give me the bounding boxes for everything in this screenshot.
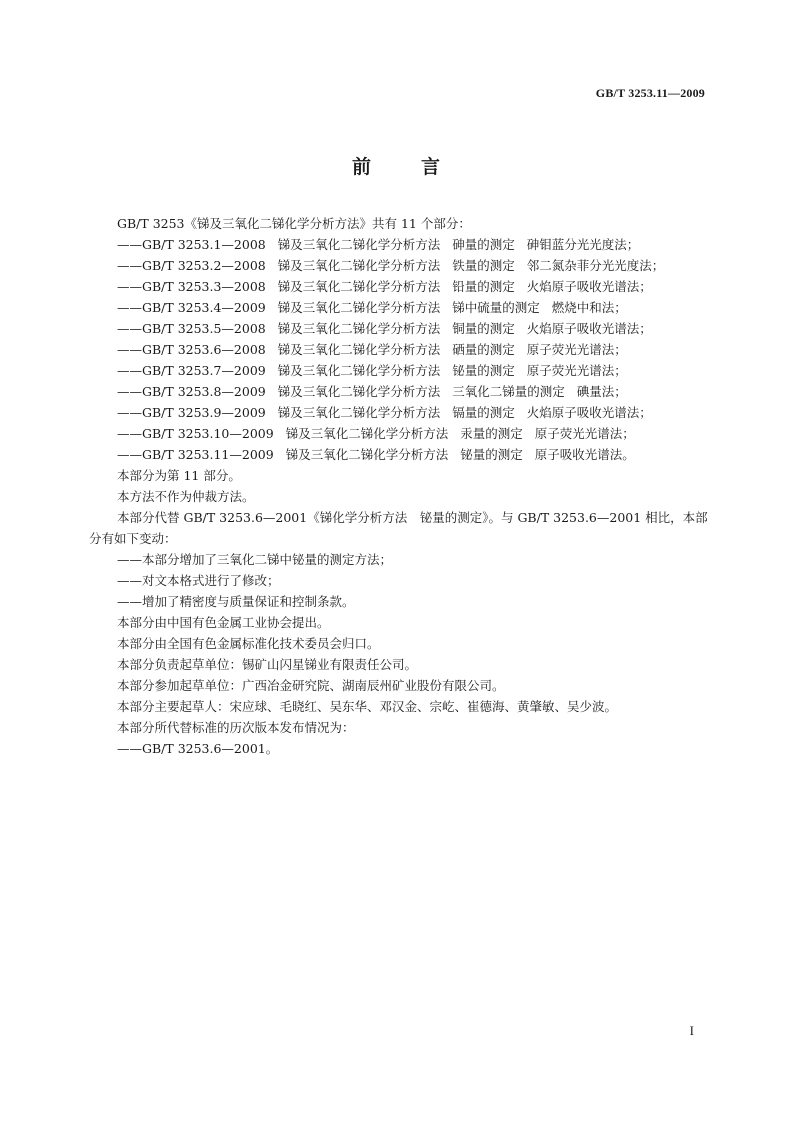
part-item	[89, 360, 709, 381]
part-method: 原子荧光光谱法；	[526, 363, 627, 378]
part-name: 锑及三氧化二锑化学分析方法	[277, 279, 441, 294]
part-code: ——GB/T 3253.3—2008	[117, 279, 266, 294]
proposed-by-paragraph: 本部分由中国有色金属工业协会提出。	[117, 615, 330, 630]
part-code: ——GB/T 3253.9—2009	[117, 405, 266, 420]
part-name: 锑及三氧化二锑化学分析方法	[277, 300, 441, 315]
part-code: ——GB/T 3253.11—2009	[117, 447, 274, 462]
part-item	[89, 255, 709, 276]
drafting-unit-paragraph: 本部分负责起草单位：锡矿山闪星锑业有限责任公司。	[117, 657, 418, 672]
replaces-paragraph: 本部分代替 GB/T 3253.6—2001《锑化学分析方法 铋量的测定》。与 GB/T 3253.6—2001 相比，本部分有如下变动：	[89, 510, 708, 546]
part-code: ——GB/T 3253.10—2009	[117, 426, 274, 441]
centralized-by-paragraph: 本部分由全国有色金属标准化技术委员会归口。	[117, 636, 380, 651]
part-item	[89, 297, 709, 318]
part-name: 锑及三氧化二锑化学分析方法	[285, 426, 449, 441]
part-code: ——GB/T 3253.2—2008	[117, 258, 266, 273]
change-item: ——增加了精密度与质量保证和控制条款。	[117, 594, 355, 609]
part-code: ——GB/T 3253.6—2008	[117, 342, 266, 357]
this-part-paragraph: 本部分为第 11 部分。	[117, 468, 241, 483]
part-code: ——GB/T 3253.5—2008	[117, 321, 266, 336]
part-item-name: 锑中硫量的测定	[452, 300, 540, 315]
part-code: ——GB/T 3253.1—2008	[117, 237, 266, 252]
part-code: ——GB/T 3253.4—2009	[117, 300, 266, 315]
part-method: 碘量法；	[576, 384, 627, 399]
title-char: 前	[351, 156, 373, 178]
part-item	[89, 339, 709, 360]
part-item-name: 三氧化二锑量的测定	[452, 384, 565, 399]
part-method: 原子吸收光谱法。	[534, 447, 635, 462]
part-method: 原子荧光光谱法；	[526, 342, 627, 357]
part-name: 锑及三氧化二锑化学分析方法	[277, 258, 441, 273]
change-item: ——对文本格式进行了修改；	[117, 573, 280, 588]
part-item-name: 硒量的测定	[452, 342, 515, 357]
part-item-name: 铁量的测定	[452, 258, 515, 273]
part-name: 锑及三氧化二锑化学分析方法	[277, 321, 441, 336]
foreword-body	[89, 213, 709, 759]
part-name: 锑及三氧化二锑化学分析方法	[277, 363, 441, 378]
parts-list	[89, 234, 709, 465]
part-method: 邻二氮杂菲分光光度法；	[526, 258, 665, 273]
part-name: 锑及三氧化二锑化学分析方法	[277, 342, 441, 357]
page-number: I	[689, 1023, 694, 1038]
part-item	[89, 381, 709, 402]
part-code: ——GB/T 3253.8—2009	[117, 384, 266, 399]
part-method: 燃烧中和法；	[551, 300, 627, 315]
part-item-name: 铋量的测定	[460, 447, 523, 462]
part-item-name: 铋量的测定	[452, 363, 515, 378]
part-item	[89, 318, 709, 339]
part-item-name: 铜量的测定	[452, 321, 515, 336]
part-name: 锑及三氧化二锑化学分析方法	[277, 405, 441, 420]
part-item-name: 汞量的测定	[460, 426, 523, 441]
part-item	[89, 423, 709, 444]
part-item	[89, 402, 709, 423]
change-item: ——本部分增加了三氧化二锑中铋量的测定方法；	[117, 552, 393, 567]
part-item	[89, 234, 709, 255]
part-name: 锑及三氧化二锑化学分析方法	[285, 447, 449, 462]
part-name: 锑及三氧化二锑化学分析方法	[277, 237, 441, 252]
part-item-name: 铅量的测定	[452, 279, 515, 294]
part-method: 砷钼蓝分光光度法；	[526, 237, 640, 252]
participating-units-paragraph: 本部分参加起草单位：广西冶金研究院、湖南辰州矿业股份有限公司。	[117, 678, 505, 693]
part-method: 火焰原子吸收光谱法；	[526, 405, 652, 420]
intro-paragraph: GB/T 3253《锑及三氧化二锑化学分析方法》共有 11 个部分：	[117, 216, 471, 231]
part-item-name: 镉量的测定	[452, 405, 515, 420]
standard-code: GB/T 3253.11—2009	[595, 86, 705, 100]
history-intro-paragraph: 本部分所代替标准的历次版本发布情况为：	[117, 720, 355, 735]
part-item-name: 砷量的测定	[452, 237, 515, 252]
part-item	[89, 276, 709, 297]
part-method: 火焰原子吸收光谱法；	[526, 279, 652, 294]
part-code: ——GB/T 3253.7—2009	[117, 363, 266, 378]
history-item: ——GB/T 3253.6—2001。	[117, 741, 279, 756]
part-method: 原子荧光光谱法；	[534, 426, 635, 441]
page-title	[0, 152, 794, 179]
part-name: 锑及三氧化二锑化学分析方法	[277, 384, 441, 399]
drafters-paragraph: 本部分主要起草人：宋应球、毛晓红、吴东华、邓汉金、宗屹、崔德海、黄肇敏、吴少波。	[117, 699, 618, 714]
not-arbitration-paragraph: 本方法不作为仲裁方法。	[117, 489, 255, 504]
part-method: 火焰原子吸收光谱法；	[526, 321, 652, 336]
title-char: 言	[421, 156, 443, 178]
changes-list	[89, 549, 709, 612]
part-item	[89, 444, 709, 465]
